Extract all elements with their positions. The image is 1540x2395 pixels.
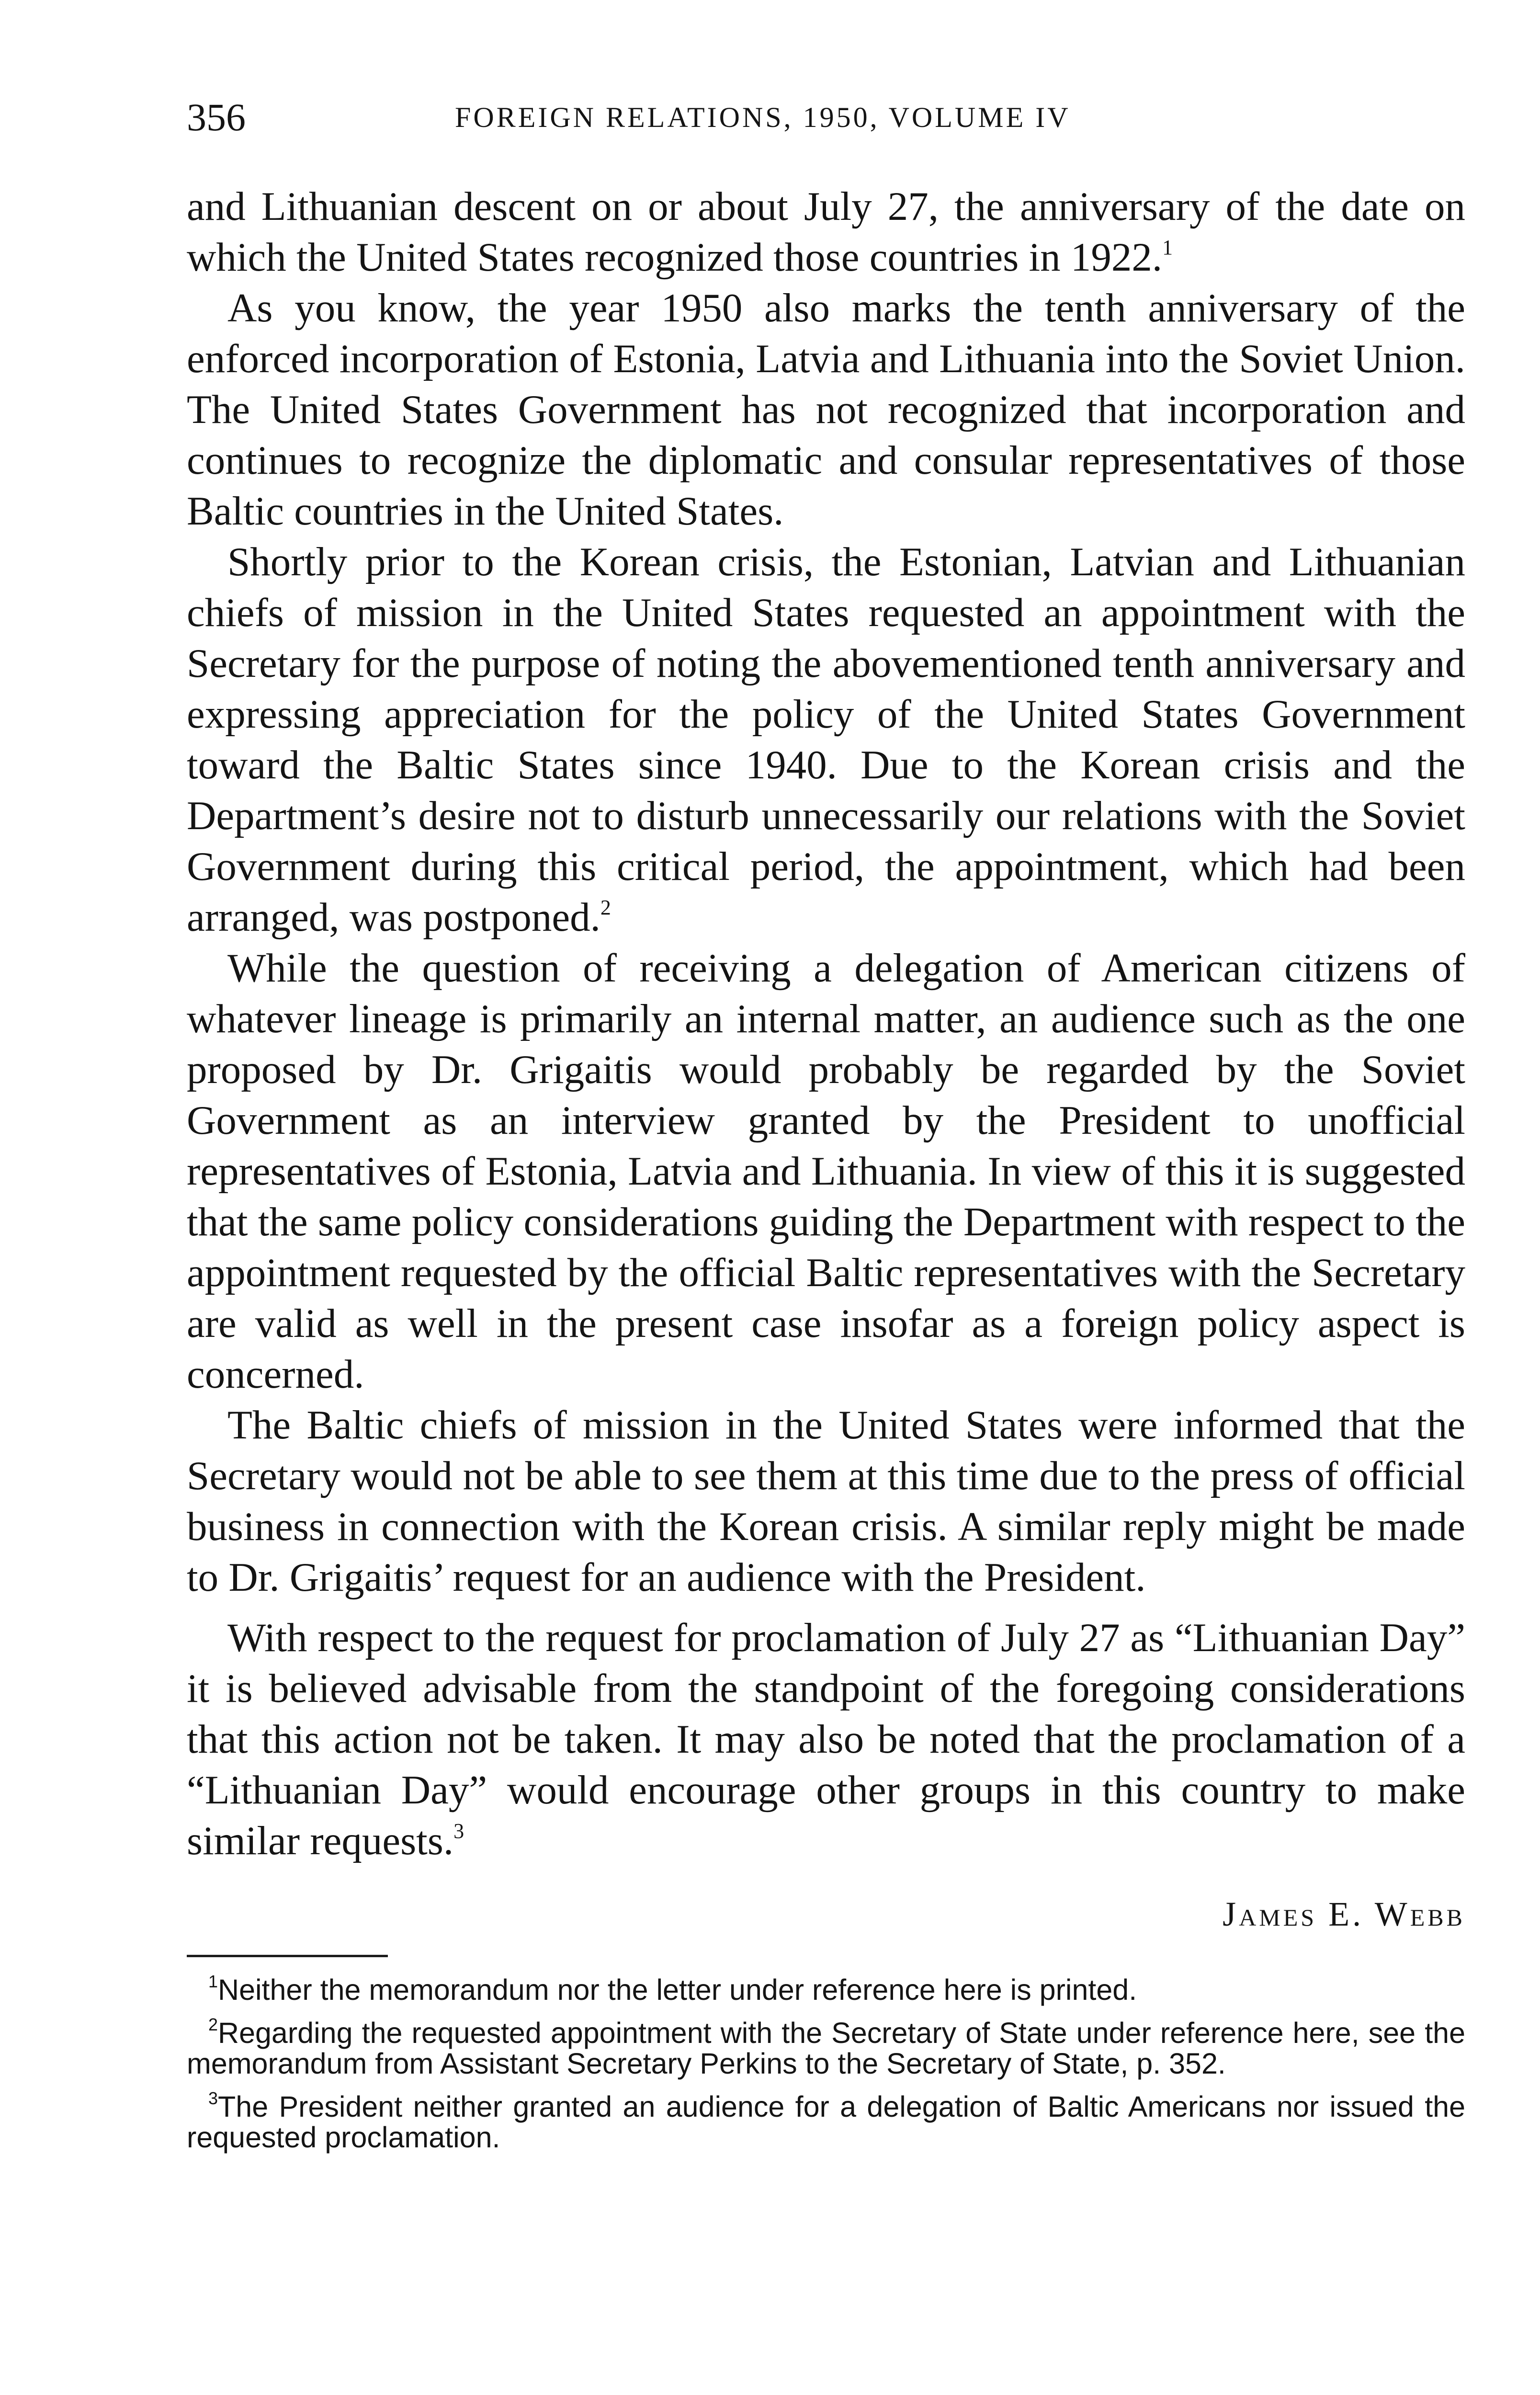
paragraph-continued — [187, 181, 1465, 283]
paragraph-text: Shortly prior to the Korean crisis, the Estonian, Latvian and Lithuanian chiefs of mission in the United States requested an appointment with the Secretary for the purpose of noting the abovementioned tenth anniversary and expressing appreciation for the policy of the United States Government toward the Baltic States since 1940. Due to the Korean crisis and the Department’s desire not to disturb unnecessarily our relations with the Soviet Government during this critical period, the appointment, which had been arranged, was postponed. — [187, 539, 1465, 940]
running-title: FOREIGN RELATIONS, 1950, VOLUME IV — [455, 102, 1071, 133]
footnote-ref: 1 — [1162, 236, 1173, 259]
footnote-ref: 2 — [600, 896, 611, 919]
body-text — [187, 181, 1465, 1866]
footnote-ref: 3 — [453, 1819, 464, 1843]
footnote — [187, 2015, 1465, 2080]
paragraph: While the question of receiving a delegation of American citizens of whatever lineage is primarily an internal matter, an audience such as the one proposed by Dr. Grigaitis would probably be regarded by the Soviet Government as an interview granted by the President to unofficial representatives of Estonia, Latvia and Lithuania. In view of this it is suggested that the same policy considerations guiding the Department with respect to the appointment requested by the official Baltic representatives with the Secretary are valid as well in the present case insofar as a foreign policy aspect is concerned. — [187, 946, 1465, 1397]
document-page — [187, 91, 1465, 2165]
running-head — [187, 91, 1465, 144]
footnote — [187, 2088, 1465, 2154]
footnote-text: Neither the memorandum nor the letter under reference here is printed. — [218, 1973, 1137, 2006]
footnote-text: The President neither granted an audience for a delegation of Baltic Americans nor issued the requested proclamation. — [187, 2090, 1465, 2154]
signature: James E. Webb — [1223, 1895, 1465, 1933]
paragraph: The Baltic chiefs of mission in the United States were informed that the Secretary would not be able to see them at this time due to the press of official business in connection with the Korean crisis. A similar reply might be made to Dr. Grigaitis’ request for an audience with the President. — [187, 1403, 1465, 1600]
page-number: 356 — [187, 95, 246, 139]
paragraph — [187, 536, 1465, 943]
footnote — [187, 1974, 1465, 2005]
footnote-divider — [187, 1955, 388, 1957]
footnote-mark: 1 — [208, 1972, 218, 1991]
paragraph — [187, 1612, 1465, 1866]
footnote-mark: 3 — [208, 2088, 218, 2108]
footnotes — [187, 1974, 1465, 2153]
paragraph: As you know, the year 1950 also marks the tenth anniversary of the enforced incorporation of Estonia, Latvia and Lithuania into the Soviet Union. The United States Government has not recognized that incorporation and continues to recognize the diplomatic and consular representatives of those Baltic countries in the United States. — [187, 285, 1465, 534]
paragraph-text: With respect to the request for proclamation of July 27 as “Lithuanian Day” it is believed advisable from the standpoint of the foregoing considerations that this action not be taken. It may also be noted that the proclamation of a “Lithuanian Day” would encourage other groups in this country to make similar requests. — [187, 1615, 1465, 1863]
footnote-mark: 2 — [208, 2015, 218, 2034]
footnote-text: Regarding the requested appointment with the Secretary of State under reference here, see the memorandum from Assistant Secretary Perkins to the Secretary of State, p. 352. — [187, 2017, 1465, 2080]
paragraph-text: and Lithuanian descent on or about July 27, the anniversary of the date on which the United States recognized those countries in 1922. — [187, 184, 1465, 280]
